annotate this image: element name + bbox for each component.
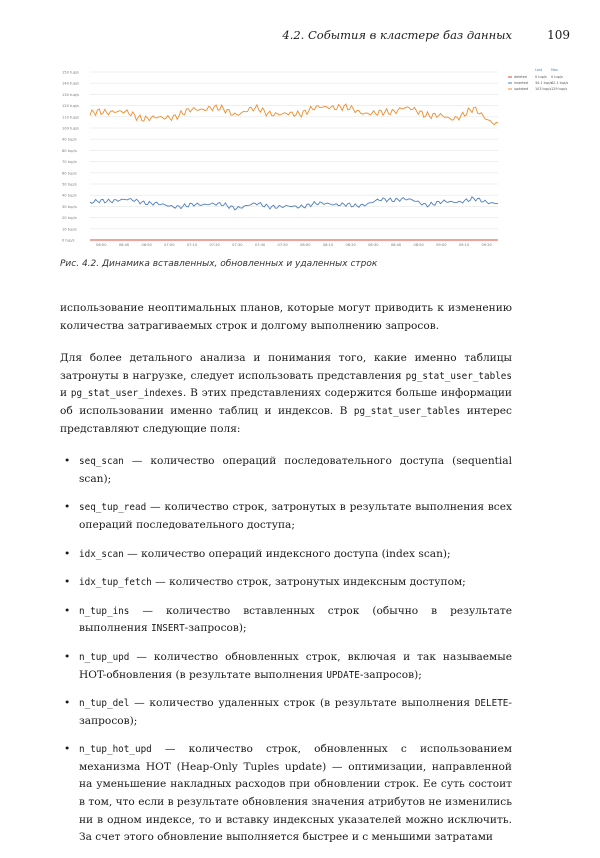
field-code: n_tup_ins [79,605,130,617]
y-tick-label: 120 tup/s [62,104,80,109]
field-code: seq_scan [79,456,124,468]
field-description-tail: -запросов); [359,668,422,681]
field-description: — количество строк, обновленных с использованием механизма HOT (Heap-Only Tuples update) — оптимизации, направленной на уменьшение накладных расходов при обновлении строк. Ее суть состоит в том, что если в результате обновления значения атрибутов не изменились ни в одном индексе, то и вставку индексных указателей можно исключить. За счет этого обновление выполняется быстрее и с меньшими затратами [79,743,512,844]
y-tick-label: 80 tup/s [62,148,77,153]
field-code: n_tup_del [79,698,130,710]
code-pg-stat-user-tables: pg_stat_user_tables [405,370,512,382]
running-header [60,28,570,46]
series-line-updated [90,104,498,125]
y-tick-label: 110 tup/s [62,115,80,120]
field-list [60,453,512,847]
y-tick-label: 30 tup/s [62,204,77,209]
x-tick-label: 09:10 [458,243,470,247]
x-tick-label: 06:00 [96,243,107,247]
line-chart [60,64,569,254]
x-tick-label: 09:00 [436,243,447,247]
y-tick-label: 140 tup/s [62,81,80,86]
field-description: — количество вставленных строк (обычно в результате выполнения [79,604,512,635]
code-pg-stat-user-tables-2: pg_stat_user_tables [353,405,461,417]
y-tick-label: 40 tup/s [62,193,77,198]
list-item [60,499,512,534]
list-item [60,574,512,592]
field-code: n_tup_hot_upd [79,744,152,756]
y-tick-label: 130 tup/s [62,92,80,97]
x-tick-label: 07:50 [277,243,288,247]
legend-header-last: Last [535,68,543,72]
code-pg-stat-user-indexes: pg_stat_user_indexes [70,388,183,400]
x-tick-label: 08:30 [368,243,379,247]
inline-code: INSERT [151,623,185,635]
section-title: 4.2. События в кластере баз данных [282,28,512,42]
field-description: — количество строк, затронутых индексным доступом; [151,576,466,589]
y-tick-label: 20 tup/s [62,216,77,221]
y-tick-label: 70 tup/s [62,160,77,165]
body-text [60,300,512,858]
field-description-tail: -запросов); [184,622,247,635]
chart-svg [60,64,569,254]
x-tick-label: 08:00 [300,243,311,247]
paragraph-2 [60,350,512,438]
p2-text-d: интерес представляют следующие поля: [60,404,512,435]
field-description-tail: -запросов); [79,697,512,727]
x-tick-label: 07:40 [254,243,266,247]
field-description: — количество строк, затронутых в результате выполнения всех операций последовательного доступа; [79,501,512,531]
x-tick-label: 07:30 [232,243,243,247]
paragraph-1: использование неоптимальных планов, которые могут приводить к изменению количества затрагиваемых строк и долгому выполнению запросов. [60,302,512,332]
list-item [60,603,512,638]
y-tick-label: 150 tup/s [62,70,80,75]
legend-label: deleted [514,75,527,79]
x-tick-label: 08:50 [413,243,424,247]
legend-last-value: 0 tup/s [535,75,547,79]
y-tick-label: 100 tup/s [62,126,80,131]
field-code: idx_tup_fetch [79,577,152,589]
x-tick-label: 08:10 [322,243,334,247]
p2-text-a: Для более детального анализа и понимания того, какие именно таблицы затронуты в нагрузке, следует использовать представления [60,352,512,382]
field-code: n_tup_upd [79,651,130,663]
y-tick-label: 50 tup/s [62,182,77,187]
x-tick-label: 08:40 [390,243,402,247]
field-description: — количество операций индексного доступа (index scan); [123,547,451,560]
list-item [60,453,512,488]
x-tick-label: 06:50 [141,243,152,247]
y-tick-label: 10 tup/s [62,227,77,232]
inline-code: UPDATE [326,669,360,681]
page-number: 109 [547,28,570,42]
x-tick-label: 08:20 [345,243,356,247]
list-item [60,741,512,847]
legend-label: inserted [514,81,528,85]
x-tick-label: 06:40 [118,243,130,247]
y-tick-label: 90 tup/s [62,137,77,142]
list-item [60,546,512,564]
field-code: idx_scan [79,548,124,560]
x-tick-label: 07:20 [209,243,220,247]
inline-code: DELETE [474,698,509,710]
legend-last-value: 103 tup/s [535,87,552,91]
field-description: — количество операций последовательного доступа (sequential scan); [79,455,512,485]
figure-caption: Рис. 4.2. Динамика вставленных, обновленных и удаленных строк [60,259,378,269]
legend-header-max: Max [551,68,559,72]
legend-max-value: 42.1 tup/s [551,81,569,85]
p2-text-b: и [60,387,71,400]
series-line-inserted [90,197,498,210]
x-tick-label: 07:00 [164,243,175,247]
field-description: — количество удаленных строк (в результате выполнения [129,697,475,710]
legend-last-value: 34.1 tup/s [535,81,553,85]
list-item [60,695,512,730]
field-description: — количество обновленных строк, включая и так называемые HOT-обновления (в результате выполнения [79,650,512,681]
y-tick-label: 60 tup/s [62,171,77,176]
legend-max-value: 129 tup/s [551,87,568,91]
y-tick-label: 0 tup/s [62,238,75,243]
x-tick-label: 09:20 [481,243,492,247]
legend-max-value: 0 tup/s [551,75,563,79]
list-item [60,649,512,684]
legend-label: updated [514,87,529,91]
p2-text-c: . В этих представлениях содержится больше информации об использовании именно таблиц и индексов. В [60,387,512,417]
x-tick-label: 07:10 [186,243,198,247]
field-code: seq_tup_read [79,502,147,514]
